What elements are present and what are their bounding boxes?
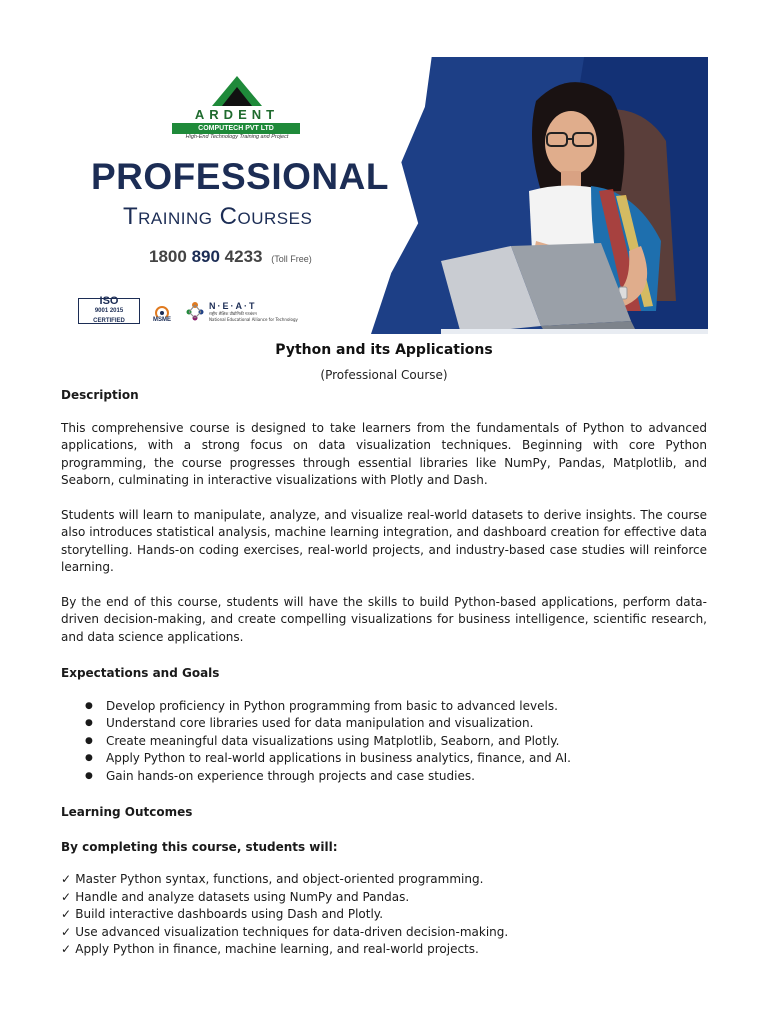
neat-english-label: National Educational Alliance for Technology xyxy=(209,316,298,322)
iso-certified-badge xyxy=(78,295,140,324)
description-paragraph-3: By the end of this course, students will have the skills to build Python-based applications, perform data-driven decision-making, and create compelling visualizations for business intelligence, scientific research, and data science applications. xyxy=(61,594,707,644)
logo-company: COMPUTECH PVT LTD xyxy=(172,123,300,134)
outcomes-list xyxy=(61,871,707,959)
phone-part-1: 1800 xyxy=(149,247,187,266)
logo-name: ARDENT xyxy=(194,107,280,122)
promo-banner xyxy=(61,57,708,334)
outcome-item: ✓ Master Python syntax, functions, and object-oriented programming. xyxy=(61,871,707,889)
outcome-item: ✓ Apply Python in finance, machine learning, and real-world projects. xyxy=(61,941,707,959)
iso-certified-label: CERTIFIED xyxy=(93,318,125,324)
goals-heading: Expectations and Goals xyxy=(61,666,220,680)
msme-emblem-icon xyxy=(154,305,170,317)
goal-item: ● Develop proficiency in Python programming from basic to advanced levels. xyxy=(85,698,707,716)
goal-item: ● Gain hands-on experience through projects and case studies. xyxy=(85,768,707,786)
iso-label: ISO xyxy=(99,295,119,307)
outcome-item: ✓ Build interactive dashboards using Dash and Plotly. xyxy=(61,906,707,924)
goals-list xyxy=(61,698,707,786)
banner-subtitle: Training Courses xyxy=(123,203,313,230)
msme-label: MSME xyxy=(153,317,171,323)
neat-hindi-label: राष्ट्रीय शैक्षिक प्रौद्योगिकी गठबंधन xyxy=(209,310,257,316)
iso-number: 9001 2015 xyxy=(94,308,124,314)
phone-part-3: 4233 xyxy=(224,247,263,266)
outcome-item: ✓ Handle and analyze datasets using NumPy and Pandas. xyxy=(61,889,707,907)
goal-item: ● Apply Python to real-world applications in business analytics, finance, and AI. xyxy=(85,750,707,768)
neat-emblem-icon xyxy=(184,299,206,323)
logo-tagline: High-End Technology Training and Project xyxy=(185,134,289,140)
neat-label: N·E·A·T xyxy=(209,300,257,311)
course-content xyxy=(61,385,707,959)
description-paragraph-1: This comprehensive course is designed to take learners from the fundamentals of Python to advanced applications, with a strong focus on data visualization techniques. Beginning with core Python programming, the course progresses through essential libraries like NumPy, Pandas, Matplotlib, and Seaborn, culminating in interactive visualizations with Plotly and Dash. xyxy=(61,420,707,487)
toll-free-note: (Toll Free) xyxy=(271,254,312,264)
neat-logo xyxy=(184,299,298,323)
certification-logos xyxy=(78,297,298,325)
course-subtitle: (Professional Course) xyxy=(320,368,448,382)
description-paragraph-2: Students will learn to manipulate, analyze, and visualize real-world datasets to derive insights. The course also introduces statistical analysis, machine learning integration, and dashboard creation for effective data storytelling. Hands-on coding exercises, real-world projects, and industry-based case studies will reinforce learning. xyxy=(61,507,707,574)
woman-with-laptop-photo xyxy=(441,71,708,334)
phone-part-2: 890 xyxy=(191,247,220,266)
toll-free-number xyxy=(149,247,312,267)
msme-logo xyxy=(148,299,176,323)
description-heading: Description xyxy=(61,388,139,402)
goal-item: ● Understand core libraries used for data manipulation and visualization. xyxy=(85,715,707,733)
course-title: Python and its Applications xyxy=(275,342,493,358)
outcomes-heading: Learning Outcomes xyxy=(61,805,193,819)
ardent-logo xyxy=(167,76,307,142)
logo-triangle-icon xyxy=(212,76,262,106)
goal-item: ● Create meaningful data visualizations using Matplotlib, Seaborn, and Plotly. xyxy=(85,733,707,751)
banner-title: PROFESSIONAL xyxy=(91,156,389,197)
outcome-item: ✓ Use advanced visualization techniques for data-driven decision-making. xyxy=(61,924,707,942)
outcomes-intro: By completing this course, students will: xyxy=(61,839,338,854)
